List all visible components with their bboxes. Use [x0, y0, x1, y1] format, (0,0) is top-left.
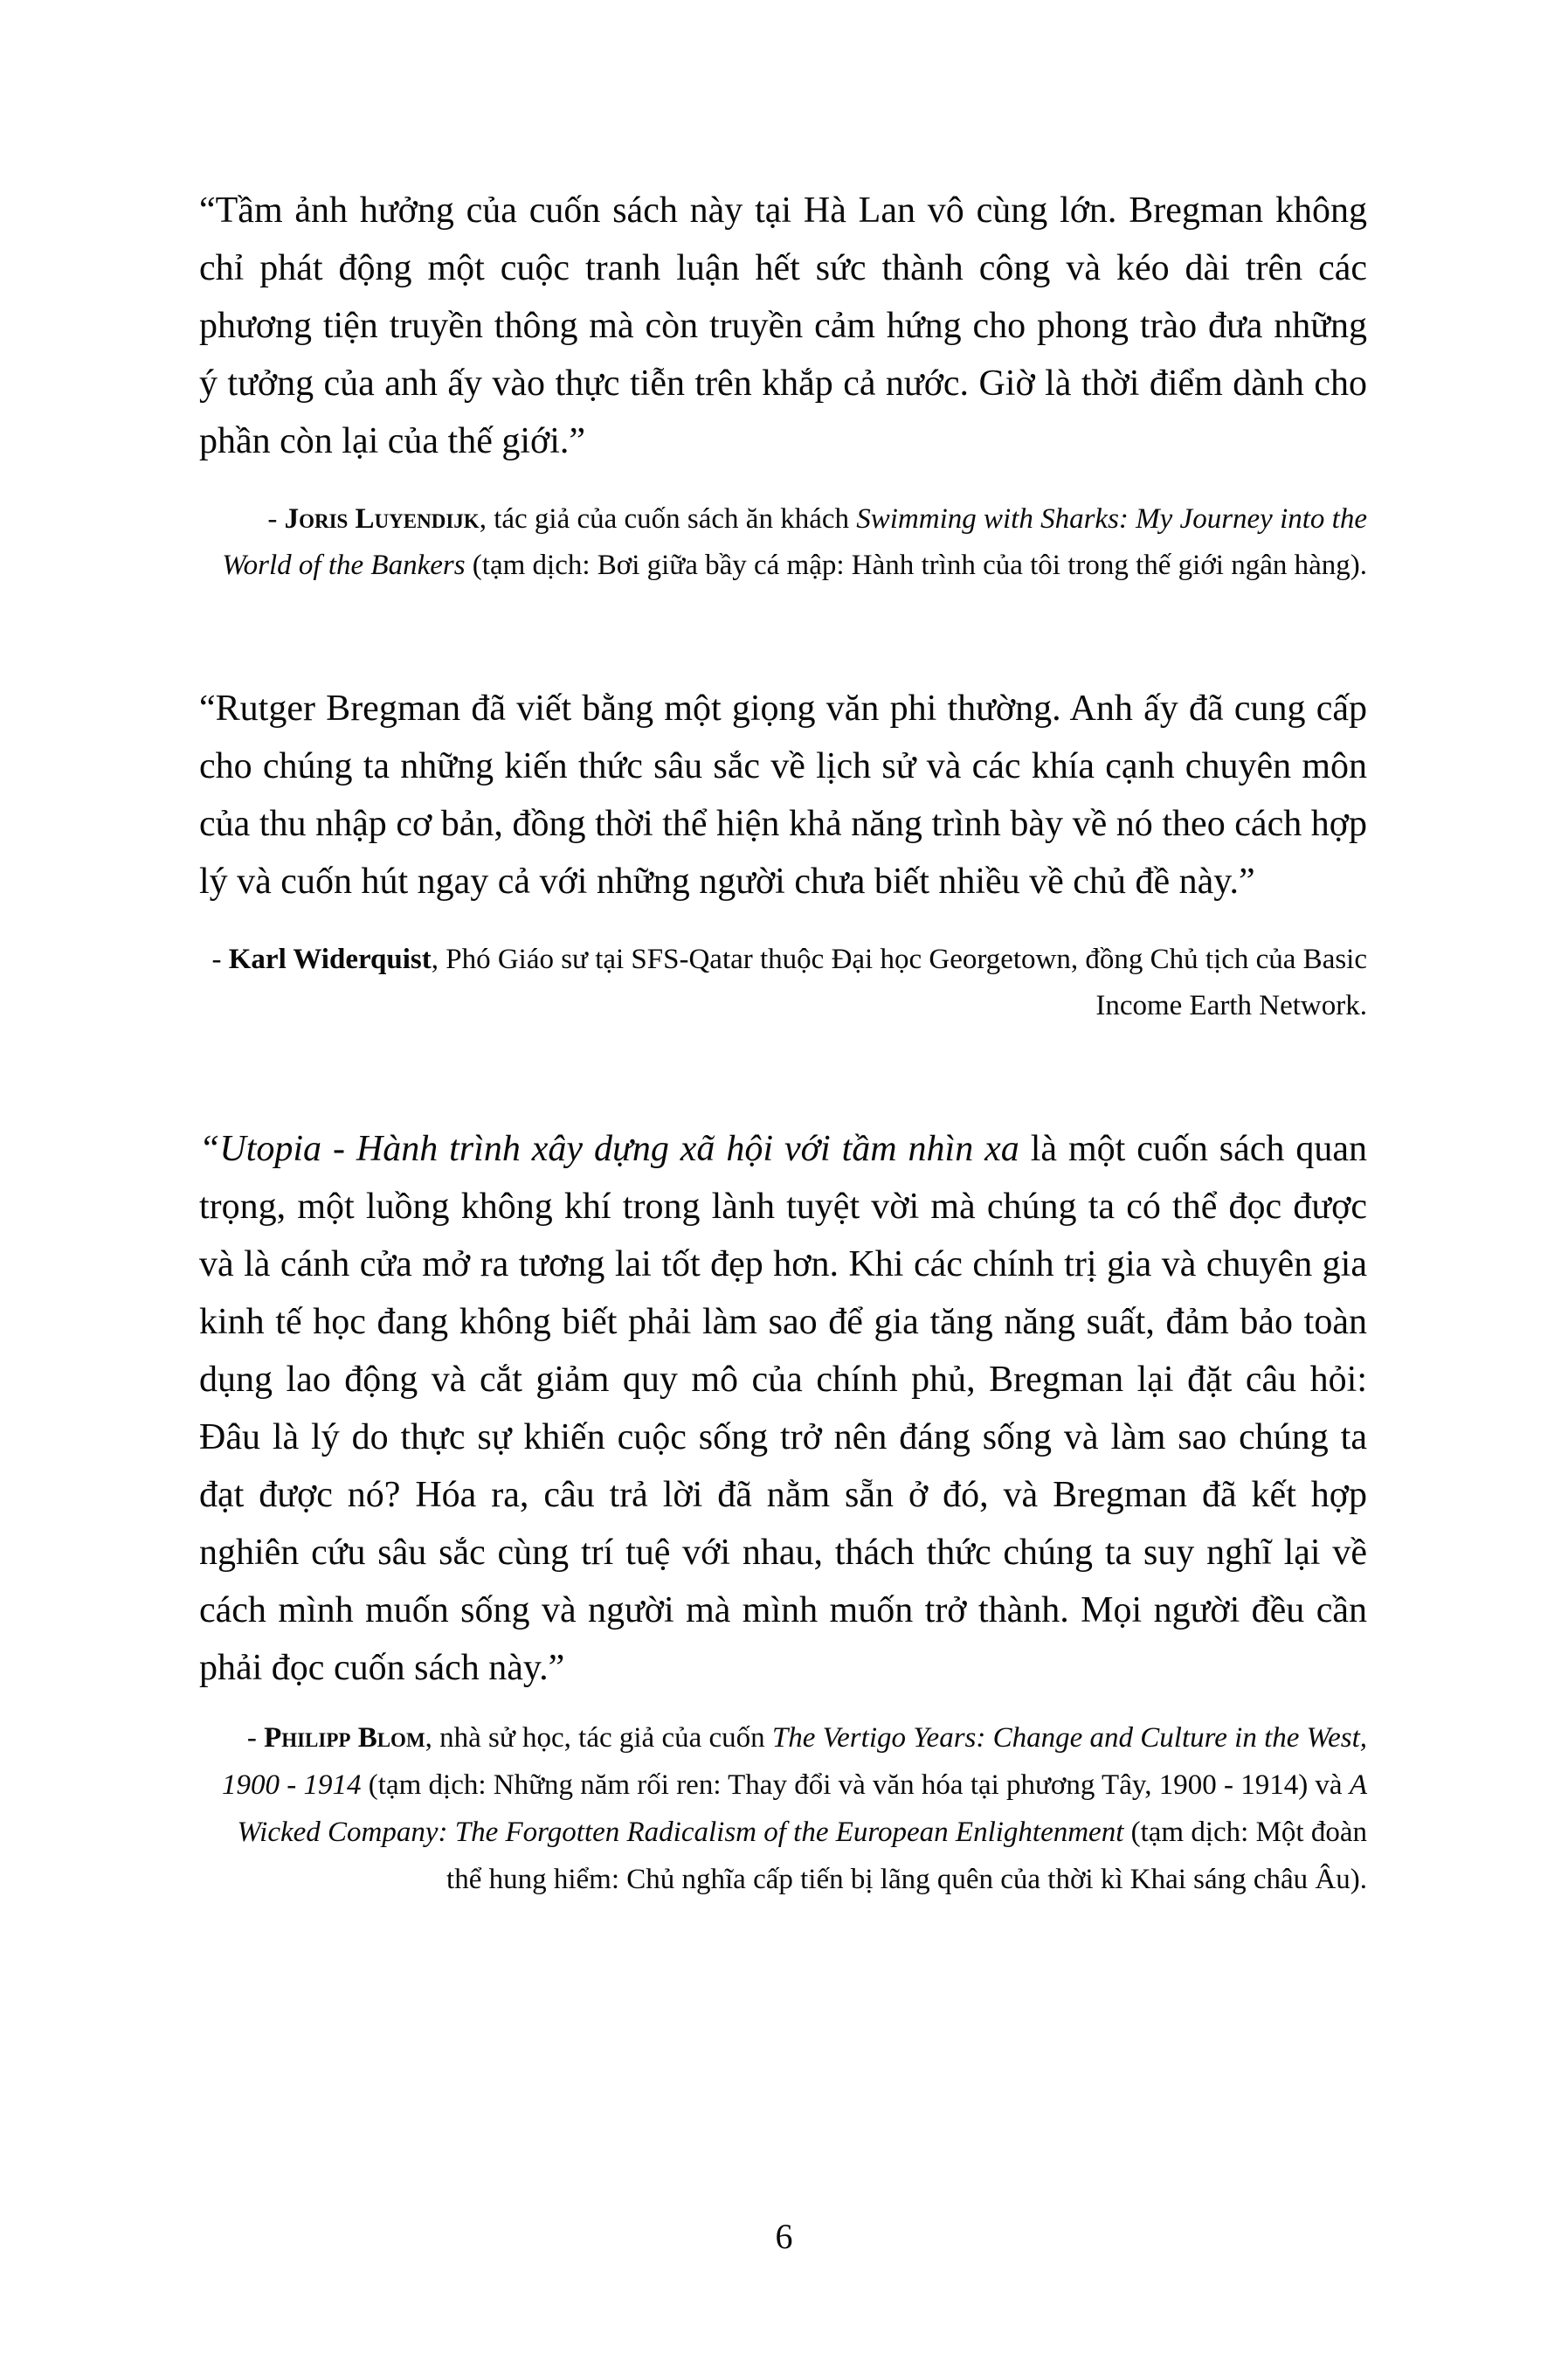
quote-1-body: [199, 182, 1367, 470]
text-run: Karl Widerquist: [228, 944, 432, 975]
text-run: Philipp Blom: [264, 1722, 425, 1754]
text-run: (tạm dịch: Bơi giữa bầy cá mập: Hành trình của tôi trong thế giới ngân hàng).: [465, 550, 1367, 581]
text-run: “Rutger Bregman đã viết bằng một giọng văn phi thường. Anh ấy đã cung cấp cho chúng ta những kiến thức sâu sắc về lịch sử và các khía cạnh chuyên môn của thu nhập cơ bản, đồng thời thể hiện khả năng trình bày về nó theo cách hợp lý và cuốn hút ngay cả với những người chưa biết nhiều về chủ đề này.”: [199, 689, 1367, 902]
text-run: Joris Luyendijk: [284, 503, 480, 535]
text-run: là một cuốn sách quan trọng, một luồng không khí trong lành tuyệt vời mà chúng ta có thể đọc được và là cánh cửa mở ra tương lai tốt đẹp hơn. Khi các chính trị gia và chuyên gia kinh tế học đang không biết phải làm sao để gia tăng năng suất, đảm bảo toàn dụng lao động và cắt giảm quy mô của chính phủ, Bregman lại đặt câu hỏi: Đâu là lý do thực sự khiến cuộc sống trở nên đáng sống và làm sao chúng ta đạt được nó? Hóa ra, câu trả lời đã nằm sẵn ở đó, và Bregman đã kết hợp nghiên cứu sâu sắc cùng trí tuệ với nhau, thách thức chúng ta suy nghĩ lại về cách mình muốn sống và người mà mình muốn trở thành. Mọi người đều cần phải đọc cuốn sách này.”: [199, 1129, 1367, 1688]
quote-1-attribution: [199, 496, 1367, 589]
quote-3-body: [199, 1120, 1367, 1697]
text-run: , nhà sử học, tác giả của cuốn: [425, 1722, 772, 1754]
text-run: A Wicked Company: The Forgotten Radicalism of the European Enlightenment: [237, 1769, 1367, 1848]
text-column: [199, 0, 1367, 1903]
quote-2-attribution: [199, 937, 1367, 1029]
page-number: 6: [775, 2217, 793, 2256]
text-run: -: [246, 1722, 265, 1754]
text-run: Swimming with Sharks: My Journey into the World of the Bankers: [222, 503, 1367, 581]
text-run: (tạm dịch: Một đoàn thể hung hiểm: Chủ nghĩa cấp tiến bị lãng quên của thời kì Khai sáng châu Âu).: [446, 1817, 1367, 1895]
quote-3-attribution: [199, 1714, 1367, 1903]
quote-2-body: [199, 680, 1367, 910]
text-run: “Utopia - Hành trình xây dựng xã hội với tầm nhìn xa: [199, 1129, 1019, 1169]
text-run: , tác giả của cuốn sách ăn khách: [479, 503, 857, 535]
text-run: -: [211, 944, 229, 975]
text-run: -: [267, 503, 285, 535]
text-run: , Phó Giáo sư tại SFS-Qatar thuộc Đại học Georgetown, đồng Chủ tịch của Basic Income Earth Network.: [431, 944, 1367, 1021]
text-run: “Tầm ảnh hưởng của cuốn sách này tại Hà Lan vô cùng lớn. Bregman không chỉ phát động một cuộc tranh luận hết sức thành công và kéo dài trên các phương tiện truyền thông mà còn truyền cảm hứng cho phong trào đưa những ý tưởng của anh ấy vào thực tiễn trên khắp cả nước. Giờ là thời điểm dành cho phần còn lại của thế giới.”: [199, 190, 1367, 461]
text-run: The Vertigo Years: Change and Culture in the West, 1900 - 1914: [222, 1722, 1367, 1801]
text-run: (tạm dịch: Những năm rối ren: Thay đổi và văn hóa tại phương Tây, 1900 - 1914) và: [361, 1769, 1350, 1801]
